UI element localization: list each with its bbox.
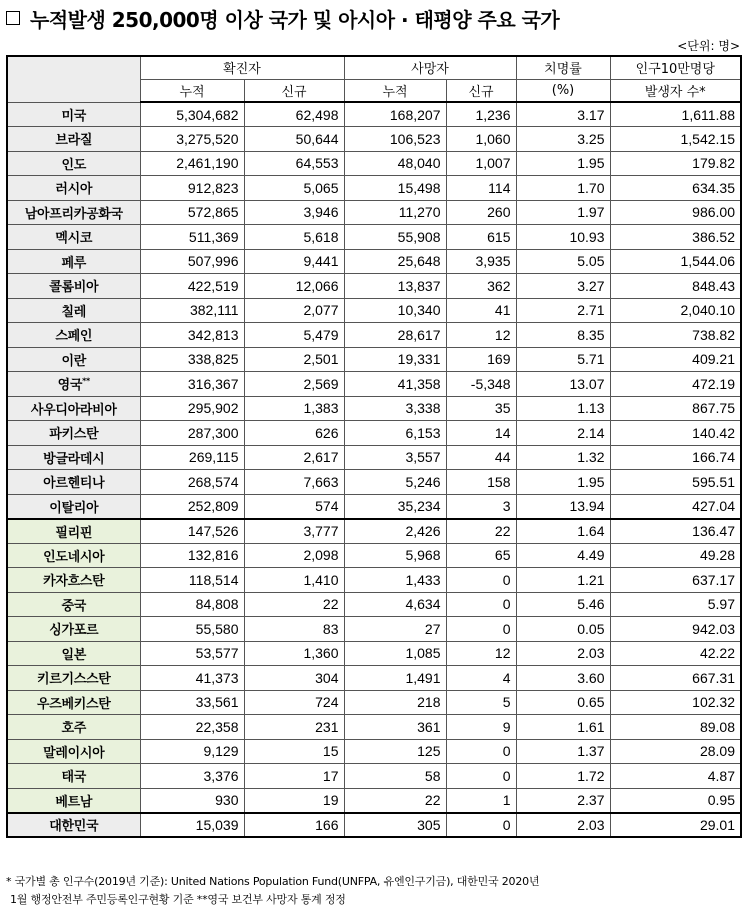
country-name: 미국 [61,108,87,124]
header-deaths: 사망자 [344,56,516,79]
country-name: 러시아 [55,182,93,198]
header-cfr-unit: (%) [516,79,610,102]
confirmed-cumulative-cell: 22,358 [140,715,244,740]
confirmed-cumulative-cell: 342,813 [140,323,244,348]
confirmed-new-cell: 2,098 [244,543,344,568]
table-row [7,102,741,127]
country-name-cell [7,739,140,764]
confirmed-new-cell: 166 [244,813,344,838]
cfr-cell: 3.60 [516,666,610,691]
table-row [7,519,741,544]
table-row [7,445,741,470]
cfr-cell: 13.07 [516,372,610,397]
confirmed-new-cell: 12,066 [244,274,344,299]
confirmed-new-cell: 9,441 [244,249,344,274]
confirmed-new-cell: 1,410 [244,568,344,593]
cfr-cell: 3.17 [516,102,610,127]
confirmed-new-cell: 50,644 [244,127,344,152]
country-name-cell [7,323,140,348]
table-row [7,372,741,397]
table-row [7,715,741,740]
confirmed-cumulative-cell: 252,809 [140,494,244,519]
deaths-new-cell: 44 [446,445,516,470]
confirmed-new-cell: 1,360 [244,641,344,666]
confirmed-new-cell: 5,618 [244,225,344,250]
per100k-cell: 4.87 [610,764,741,789]
deaths-cumulative-cell: 3,557 [344,445,446,470]
confirmed-new-cell: 574 [244,494,344,519]
confirmed-cumulative-cell: 53,577 [140,641,244,666]
country-name-cell [7,494,140,519]
deaths-cumulative-cell: 106,523 [344,127,446,152]
deaths-cumulative-cell: 1,085 [344,641,446,666]
country-name: 카자흐스탄 [43,574,105,590]
cfr-cell: 13.94 [516,494,610,519]
cfr-cell: 8.35 [516,323,610,348]
per100k-cell: 49.28 [610,543,741,568]
cfr-cell: 1.64 [516,519,610,544]
per100k-cell: 2,040.10 [610,298,741,323]
checkbox-bullet-icon [6,11,20,25]
confirmed-cumulative-cell: 41,373 [140,666,244,691]
cfr-cell: 5.05 [516,249,610,274]
confirmed-new-cell: 64,553 [244,151,344,176]
confirmed-new-cell: 3,777 [244,519,344,544]
cfr-cell: 3.27 [516,274,610,299]
country-name: 중국 [61,598,87,614]
country-name: 멕시코 [55,231,93,247]
table-row [7,666,741,691]
page-title [6,3,559,33]
deaths-cumulative-cell: 4,634 [344,592,446,617]
country-name-cell [7,298,140,323]
footnote-line-2: 1월 행정안전부 주민등록인구현황 기준 **영국 보건부 사망자 통계 정정 [10,893,346,906]
header-confirmed: 확진자 [140,56,344,79]
per100k-cell: 28.09 [610,739,741,764]
cfr-cell: 2.03 [516,641,610,666]
cfr-cell: 1.95 [516,470,610,495]
cfr-cell: 4.49 [516,543,610,568]
deaths-cumulative-cell: 13,837 [344,274,446,299]
confirmed-new-cell: 304 [244,666,344,691]
cfr-cell: 2.14 [516,421,610,446]
table-row [7,764,741,789]
confirmed-cumulative-cell: 316,367 [140,372,244,397]
confirmed-cumulative-cell: 33,561 [140,690,244,715]
country-name: 호주 [61,721,87,737]
confirmed-cumulative-cell: 572,865 [140,200,244,225]
per100k-cell: 848.43 [610,274,741,299]
table-row [7,421,741,446]
page-title-text: 누적발생 250,000명 이상 국가 및 아시아 · 태평양 주요 국가 [30,7,560,32]
deaths-new-cell: 0 [446,739,516,764]
table-row [7,176,741,201]
cfr-cell: 1.72 [516,764,610,789]
confirmed-new-cell: 5,479 [244,323,344,348]
country-name: 일본 [61,647,87,663]
country-name: 이란 [61,353,87,369]
confirmed-new-cell: 7,663 [244,470,344,495]
country-name: 페루 [61,255,87,271]
deaths-new-cell: 0 [446,568,516,593]
table-row [7,592,741,617]
country-name-cell [7,127,140,152]
confirmed-new-cell: 3,946 [244,200,344,225]
cfr-cell: 1.37 [516,739,610,764]
per100k-cell: 667.31 [610,666,741,691]
country-name-cell [7,102,140,127]
confirmed-new-cell: 17 [244,764,344,789]
table-row [7,274,741,299]
country-name: 키르기스스탄 [36,672,111,688]
confirmed-cumulative-cell: 132,816 [140,543,244,568]
deaths-new-cell: 158 [446,470,516,495]
country-name: 필리핀 [55,525,93,541]
deaths-cumulative-cell: 25,648 [344,249,446,274]
per100k-cell: 386.52 [610,225,741,250]
confirmed-cumulative-cell: 507,996 [140,249,244,274]
deaths-new-cell: 0 [446,592,516,617]
country-name-cell [7,225,140,250]
deaths-new-cell: 0 [446,813,516,838]
table-row [7,543,741,568]
country-name-cell [7,813,140,838]
confirmed-new-cell: 15 [244,739,344,764]
country-name-cell [7,641,140,666]
deaths-cumulative-cell: 305 [344,813,446,838]
confirmed-new-cell: 19 [244,788,344,813]
confirmed-cumulative-cell: 118,514 [140,568,244,593]
country-name-cell [7,396,140,421]
table-row [7,200,741,225]
deaths-new-cell: 22 [446,519,516,544]
confirmed-cumulative-cell: 5,304,682 [140,102,244,127]
deaths-cumulative-cell: 22 [344,788,446,813]
confirmed-cumulative-cell: 382,111 [140,298,244,323]
per100k-cell: 5.97 [610,592,741,617]
confirmed-cumulative-cell: 422,519 [140,274,244,299]
country-name-cell [7,274,140,299]
table-row [7,739,741,764]
country-name-cell [7,543,140,568]
confirmed-new-cell: 2,617 [244,445,344,470]
confirmed-cumulative-cell: 84,808 [140,592,244,617]
confirmed-cumulative-cell: 511,369 [140,225,244,250]
per100k-cell: 89.08 [610,715,741,740]
table-row [7,690,741,715]
deaths-new-cell: 4 [446,666,516,691]
country-name-cell [7,421,140,446]
confirmed-new-cell: 62,498 [244,102,344,127]
confirmed-new-cell: 231 [244,715,344,740]
country-name: 스페인 [55,329,93,345]
table-row [7,225,741,250]
country-name-cell [7,690,140,715]
deaths-new-cell: 9 [446,715,516,740]
per100k-cell: 29.01 [610,813,741,838]
deaths-new-cell: 1 [446,788,516,813]
country-name: 남아프리카공화국 [24,206,123,222]
confirmed-cumulative-cell: 9,129 [140,739,244,764]
confirmed-new-cell: 2,077 [244,298,344,323]
confirmed-new-cell: 5,065 [244,176,344,201]
deaths-new-cell: 12 [446,323,516,348]
table-row [7,494,741,519]
country-name-cell [7,568,140,593]
per100k-cell: 140.42 [610,421,741,446]
confirmed-new-cell: 83 [244,617,344,642]
header-confirmed-cumulative: 누적 [140,79,244,102]
country-name-cell [7,151,140,176]
country-name: 인도네시아 [43,549,105,565]
table-row [7,298,741,323]
confirmed-cumulative-cell: 3,275,520 [140,127,244,152]
deaths-new-cell: 12 [446,641,516,666]
deaths-new-cell: 0 [446,617,516,642]
deaths-new-cell: 65 [446,543,516,568]
country-name-cell [7,715,140,740]
per100k-cell: 1,542.15 [610,127,741,152]
per100k-cell: 1,611.88 [610,102,741,127]
deaths-cumulative-cell: 1,433 [344,568,446,593]
header-corner [7,56,140,102]
per100k-cell: 0.95 [610,788,741,813]
per100k-cell: 166.74 [610,445,741,470]
deaths-new-cell: 1,060 [446,127,516,152]
country-name: 브라질 [55,133,93,149]
deaths-cumulative-cell: 41,358 [344,372,446,397]
cfr-cell: 1.21 [516,568,610,593]
covid-country-table [6,55,742,838]
per100k-cell: 595.51 [610,470,741,495]
per100k-cell: 427.04 [610,494,741,519]
confirmed-cumulative-cell: 268,574 [140,470,244,495]
table-row [7,396,741,421]
deaths-cumulative-cell: 3,338 [344,396,446,421]
deaths-cumulative-cell: 1,491 [344,666,446,691]
deaths-cumulative-cell: 5,968 [344,543,446,568]
confirmed-cumulative-cell: 912,823 [140,176,244,201]
deaths-cumulative-cell: 15,498 [344,176,446,201]
cfr-cell: 3.25 [516,127,610,152]
confirmed-new-cell: 2,569 [244,372,344,397]
per100k-cell: 1,544.06 [610,249,741,274]
table-row [7,813,741,838]
cfr-cell: 1.97 [516,200,610,225]
country-name: 말레이시아 [43,745,105,761]
deaths-cumulative-cell: 11,270 [344,200,446,225]
confirmed-cumulative-cell: 338,825 [140,347,244,372]
country-name-cell [7,592,140,617]
confirmed-new-cell: 2,501 [244,347,344,372]
per100k-cell: 136.47 [610,519,741,544]
cfr-cell: 2.71 [516,298,610,323]
footnote-line-1: * 국가별 총 인구수(2019년 기준): United Nations Population Fund(UNFPA, 유엔인구기금), 대한민국 2020년 [6,875,540,888]
per100k-cell: 986.00 [610,200,741,225]
cfr-cell: 1.61 [516,715,610,740]
per100k-cell: 42.22 [610,641,741,666]
table-row [7,323,741,348]
deaths-new-cell: 35 [446,396,516,421]
country-name-cell [7,176,140,201]
header-per100k-line1: 인구10만명당 [610,56,741,79]
deaths-new-cell: -5,348 [446,372,516,397]
deaths-cumulative-cell: 5,246 [344,470,446,495]
confirmed-new-cell: 22 [244,592,344,617]
table-row [7,617,741,642]
deaths-new-cell: 260 [446,200,516,225]
cfr-cell: 2.37 [516,788,610,813]
country-name: 태국 [61,770,87,786]
confirmed-cumulative-cell: 55,580 [140,617,244,642]
country-name-cell [7,249,140,274]
per100k-cell: 637.17 [610,568,741,593]
per100k-cell: 409.21 [610,347,741,372]
confirmed-new-cell: 724 [244,690,344,715]
unit-label: <단위: 명> [677,39,740,53]
deaths-cumulative-cell: 2,426 [344,519,446,544]
country-name: 사우디아라비아 [30,402,117,418]
footnote [6,873,742,909]
cfr-cell: 10.93 [516,225,610,250]
country-name: 영국 [57,378,83,394]
confirmed-cumulative-cell: 295,902 [140,396,244,421]
country-name-cell [7,347,140,372]
deaths-new-cell: 14 [446,421,516,446]
cfr-cell: 2.03 [516,813,610,838]
header-cfr: 치명률 [516,56,610,79]
deaths-new-cell: 615 [446,225,516,250]
country-name: 콜롬비아 [49,280,99,296]
per100k-cell: 867.75 [610,396,741,421]
header-confirmed-new: 신규 [244,79,344,102]
country-name-cell [7,372,140,397]
country-name-cell [7,470,140,495]
confirmed-cumulative-cell: 147,526 [140,519,244,544]
per100k-cell: 472.19 [610,372,741,397]
per100k-cell: 179.82 [610,151,741,176]
cfr-cell: 0.65 [516,690,610,715]
country-name: 베트남 [55,794,93,810]
per100k-cell: 102.32 [610,690,741,715]
deaths-new-cell: 1,236 [446,102,516,127]
table-row [7,788,741,813]
deaths-new-cell: 3,935 [446,249,516,274]
cfr-cell: 1.95 [516,151,610,176]
confirmed-cumulative-cell: 3,376 [140,764,244,789]
confirmed-cumulative-cell: 269,115 [140,445,244,470]
cfr-cell: 1.70 [516,176,610,201]
deaths-new-cell: 0 [446,764,516,789]
country-name-cell [7,445,140,470]
table-row [7,249,741,274]
country-name: 방글라데시 [43,451,105,467]
confirmed-cumulative-cell: 930 [140,788,244,813]
table-row [7,641,741,666]
confirmed-new-cell: 626 [244,421,344,446]
deaths-new-cell: 3 [446,494,516,519]
country-name: 싱가포르 [49,623,99,639]
country-name-cell [7,764,140,789]
deaths-cumulative-cell: 28,617 [344,323,446,348]
country-name: 우즈베키스탄 [36,696,111,712]
deaths-cumulative-cell: 27 [344,617,446,642]
country-name-cell [7,666,140,691]
deaths-cumulative-cell: 35,234 [344,494,446,519]
country-name: 아르헨티나 [43,476,105,492]
cfr-cell: 1.13 [516,396,610,421]
country-name: 이탈리아 [49,500,99,516]
country-name: 대한민국 [49,819,99,835]
per100k-cell: 942.03 [610,617,741,642]
table-body [7,102,741,837]
country-name: 파키스탄 [49,427,99,443]
deaths-cumulative-cell: 168,207 [344,102,446,127]
deaths-new-cell: 5 [446,690,516,715]
country-name-cell [7,200,140,225]
country-name: 인도 [61,157,87,173]
country-name-cell [7,788,140,813]
deaths-cumulative-cell: 55,908 [344,225,446,250]
country-name-cell [7,519,140,544]
table-row [7,347,741,372]
deaths-cumulative-cell: 6,153 [344,421,446,446]
deaths-cumulative-cell: 58 [344,764,446,789]
per100k-cell: 738.82 [610,323,741,348]
country-name: 칠레 [61,304,87,320]
cfr-cell: 5.46 [516,592,610,617]
deaths-cumulative-cell: 361 [344,715,446,740]
deaths-new-cell: 1,007 [446,151,516,176]
cfr-cell: 5.71 [516,347,610,372]
deaths-cumulative-cell: 125 [344,739,446,764]
deaths-new-cell: 362 [446,274,516,299]
table-row [7,470,741,495]
confirmed-cumulative-cell: 287,300 [140,421,244,446]
deaths-cumulative-cell: 19,331 [344,347,446,372]
deaths-new-cell: 169 [446,347,516,372]
header-deaths-cumulative: 누적 [344,79,446,102]
cfr-cell: 1.32 [516,445,610,470]
deaths-new-cell: 41 [446,298,516,323]
table-row [7,568,741,593]
footnote-mark: ** [82,376,90,386]
deaths-cumulative-cell: 48,040 [344,151,446,176]
header-deaths-new: 신규 [446,79,516,102]
country-name-cell [7,617,140,642]
table-row [7,151,741,176]
deaths-cumulative-cell: 10,340 [344,298,446,323]
table-row [7,127,741,152]
deaths-new-cell: 114 [446,176,516,201]
confirmed-cumulative-cell: 2,461,190 [140,151,244,176]
deaths-cumulative-cell: 218 [344,690,446,715]
cfr-cell: 0.05 [516,617,610,642]
confirmed-new-cell: 1,383 [244,396,344,421]
confirmed-cumulative-cell: 15,039 [140,813,244,838]
header-per100k-line2: 발생자 수* [610,79,741,102]
per100k-cell: 634.35 [610,176,741,201]
